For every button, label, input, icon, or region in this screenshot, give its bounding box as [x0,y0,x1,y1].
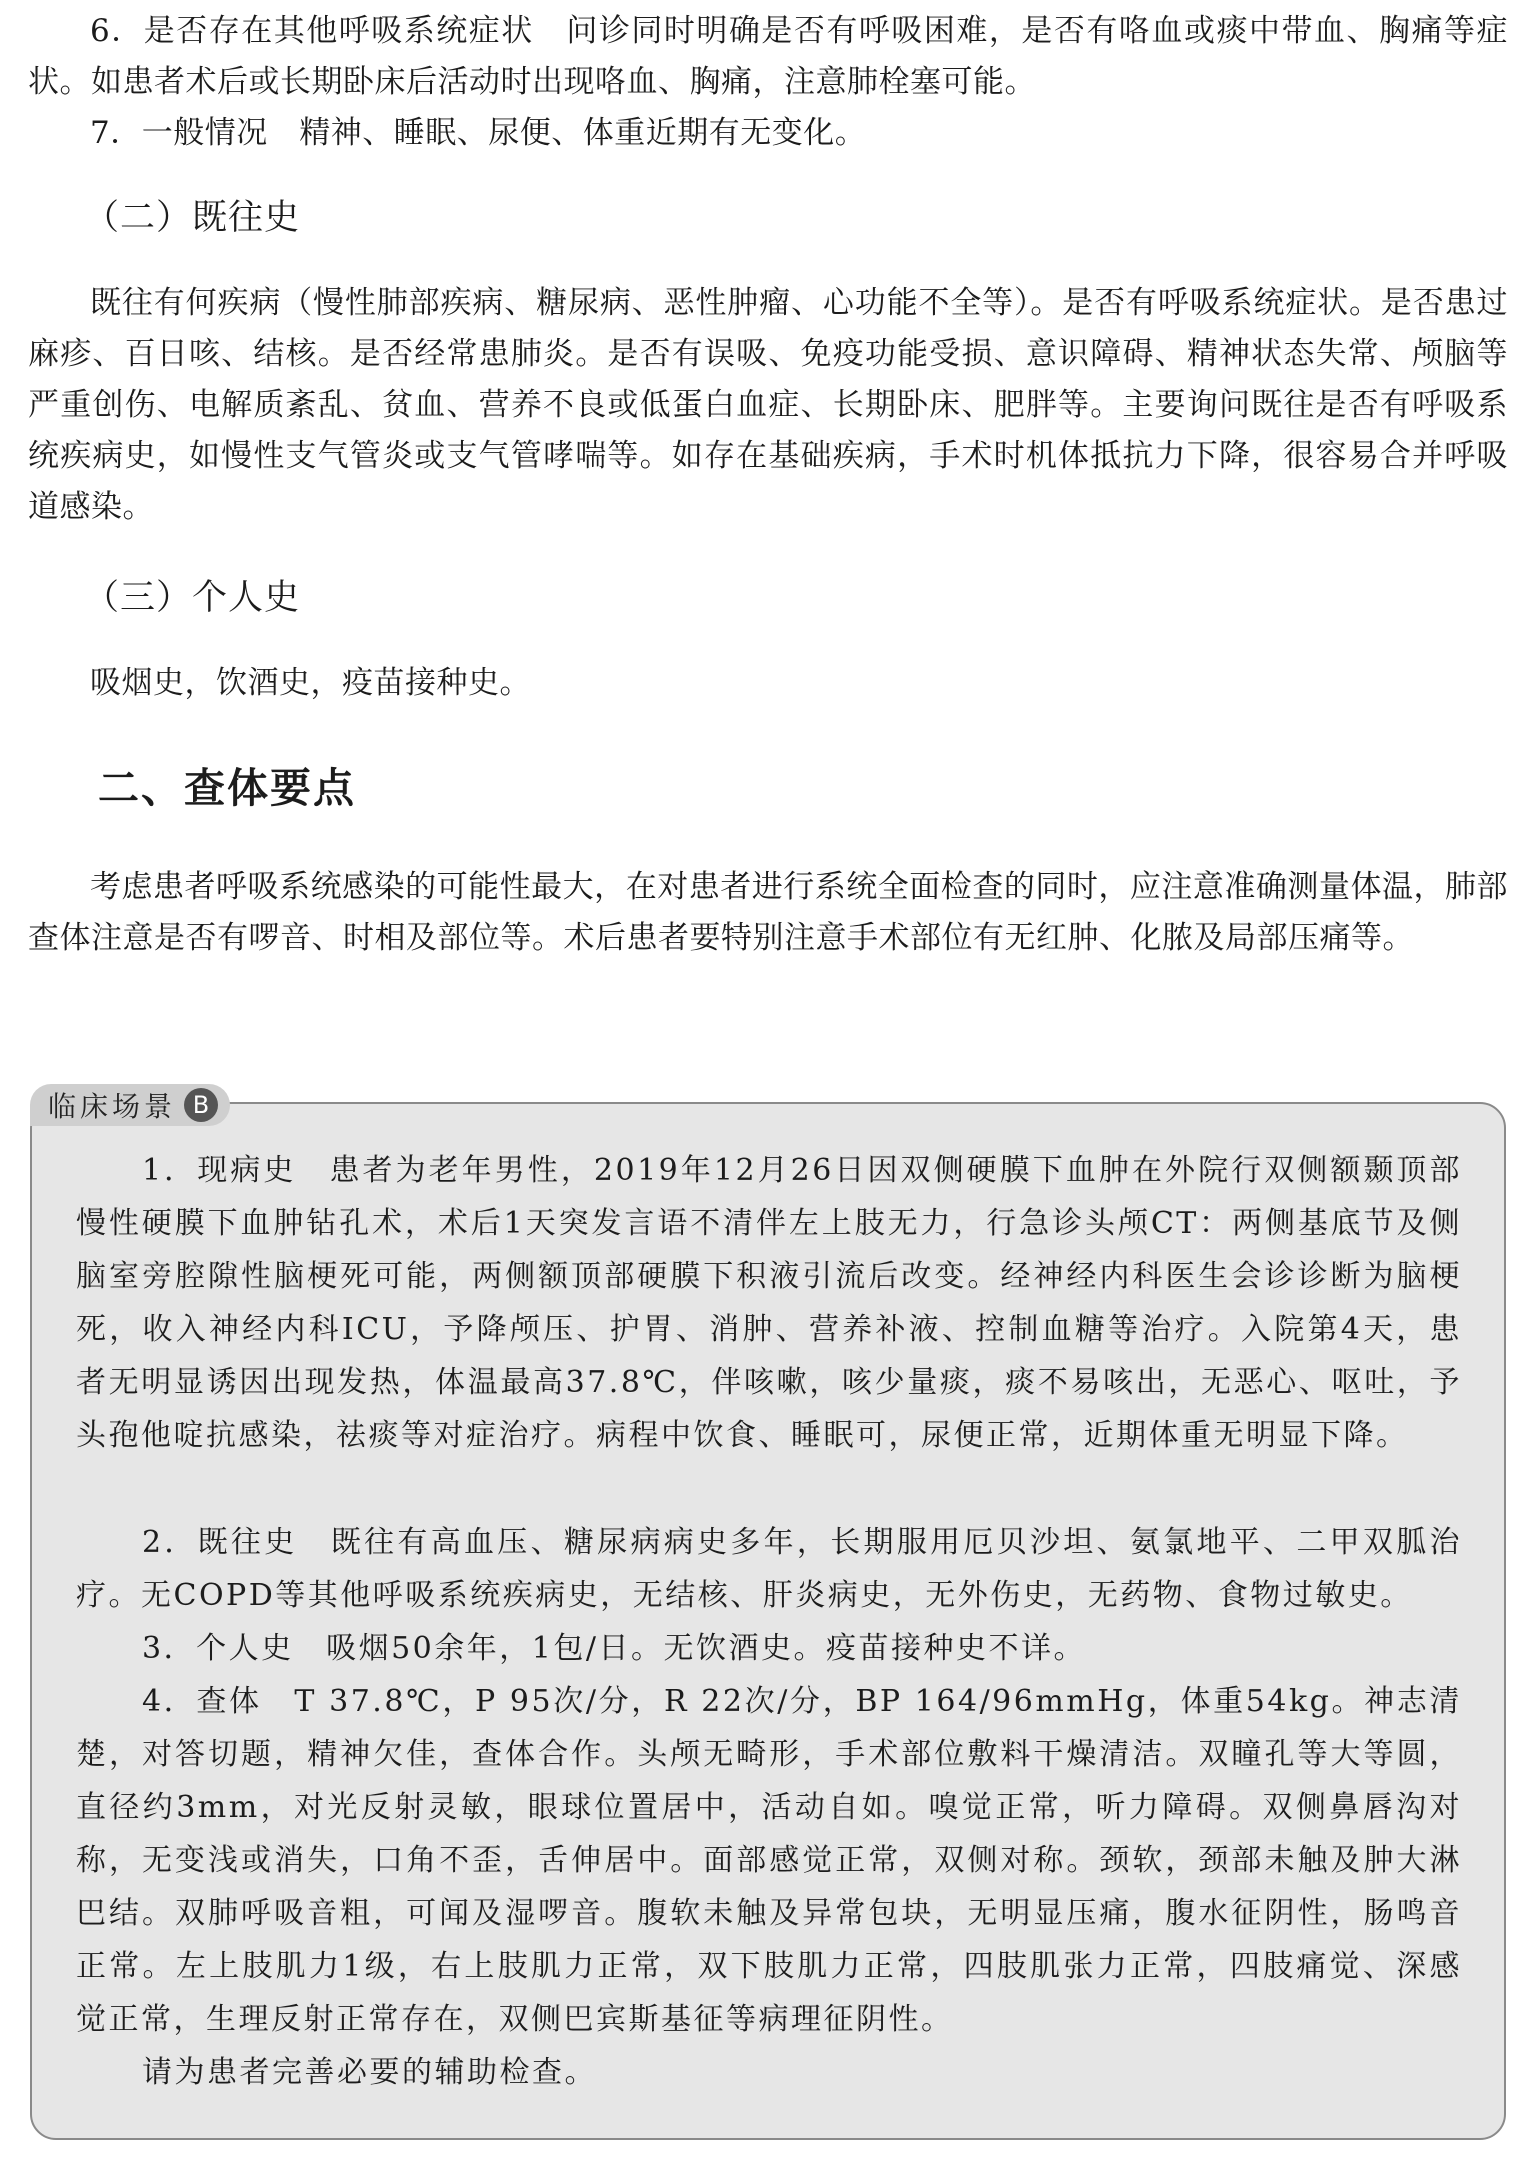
personal-history-text: 吸烟史，饮酒史，疫苗接种史。 [90,665,531,701]
scenario-past-history: 2．既往史 既往有高血压、糖尿病病史多年，长期服用厄贝沙坦、氨氯地平、二甲双胍治疗。无COPD等其他呼吸系统疾病史，无结核、肝炎病史，无外伤史，无药物、食物过敏史。 [76,1525,1462,1613]
scenario-present-illness: 1．现病史 患者为老年男性，2019年12月26日因双侧硬膜下血肿在外院行双侧额颞顶部慢性硬膜下血肿钻孔术，术后1天突发言语不清伴左上肢无力，行急诊头颅CT：两侧基底节及侧脑室旁腔隙性脑梗死可能，两侧额顶部硬膜下积液引流后改变。经神经内科医生会诊诊断为脑梗死，收入神经内科ICU，予降颅压、护胃、消肿、营养补液、控制血糖等治疗。入院第4天，患者无明显诱因出现发热，体温最高37.8℃，伴咳嗽，咳少量痰，痰不易咳出，无恶心、呕吐，予头孢他啶抗感染，祛痰等对症治疗。病程中饮食、睡眠可，尿便正常，近期体重无明显下降。 [76,1153,1462,1453]
scenario-physical-exam: 4．查体 T 37.8℃，P 95次/分，R 22次/分，BP 164/96mmHg，体重54kg。神志清楚，对答切题，精神欠佳，查体合作。头颅无畸形，手术部位敷料干燥清洁。双瞳孔等大等圆，直径约3mm，对光反射灵敏，眼球位置居中，活动自如。嗅觉正常，听力障碍。双侧鼻唇沟对称，无变浅或消失，口角不歪，舌伸居中。面部感觉正常，双侧对称。颈软，颈部未触及肿大淋巴结。双肺呼吸音粗，可闻及湿啰音。腹软未触及异常包块，无明显压痛，腹水征阴性，肠鸣音正常。左上肢肌力1级，右上肢肌力正常，双下肢肌力正常，四肢肌张力正常，四肢痛觉、深感觉正常，生理反射正常存在，双侧巴宾斯基征等病理征阴性。 [76,1684,1462,2037]
exam-points-text: 考虑患者呼吸系统感染的可能性最大，在对患者进行系统全面检查的同时，应注意准确测量体温，肺部查体注意是否有啰音、时相及部位等。术后患者要特别注意手术部位有无红肿、化脓及局部压痛等。 [28,869,1508,956]
scenario-label: 临床场景 [48,1090,177,1123]
scenario-badge: B [184,1088,218,1122]
scenario-tab [30,1084,230,1126]
exam-points-heading: 二、查体要点 [98,764,356,812]
history-item-6: 6．是否存在其他呼吸系统症状 问诊同时明确是否有呼吸困难，是否有咯血或痰中带血、胸痛等症状。如患者术后或长期卧床后活动时出现咯血、胸痛，注意肺栓塞可能。 [28,13,1508,100]
personal-history-heading: （三）个人史 [84,578,301,618]
past-history-text: 既往有何疾病（慢性肺部疾病、糖尿病、恶性肿瘤、心功能不全等）。是否有呼吸系统症状。是否患过麻疹、百日咳、结核。是否经常患肺炎。是否有误吸、免疫功能受损、意识障碍、精神状态失常、颅脑等严重创伤、电解质紊乱、贫血、营养不良或低蛋白血症、长期卧床、肥胖等。主要询问既往是否有呼吸系统疾病史，如慢性支气管炎或支气管哮喘等。如存在基础疾病，手术时机体抵抗力下降，很容易合并呼吸道感染。 [28,285,1508,525]
scenario-personal-history: 3．个人史 吸烟50余年，1包/日。无饮酒史。疫苗接种史不详。 [142,1631,1086,1666]
past-history-heading: （二）既往史 [84,198,301,238]
scenario-prompt: 请为患者完善必要的辅助检查。 [142,2055,597,2090]
history-item-7: 7．一般情况 精神、睡眠、尿便、体重近期有无变化。 [90,115,867,151]
